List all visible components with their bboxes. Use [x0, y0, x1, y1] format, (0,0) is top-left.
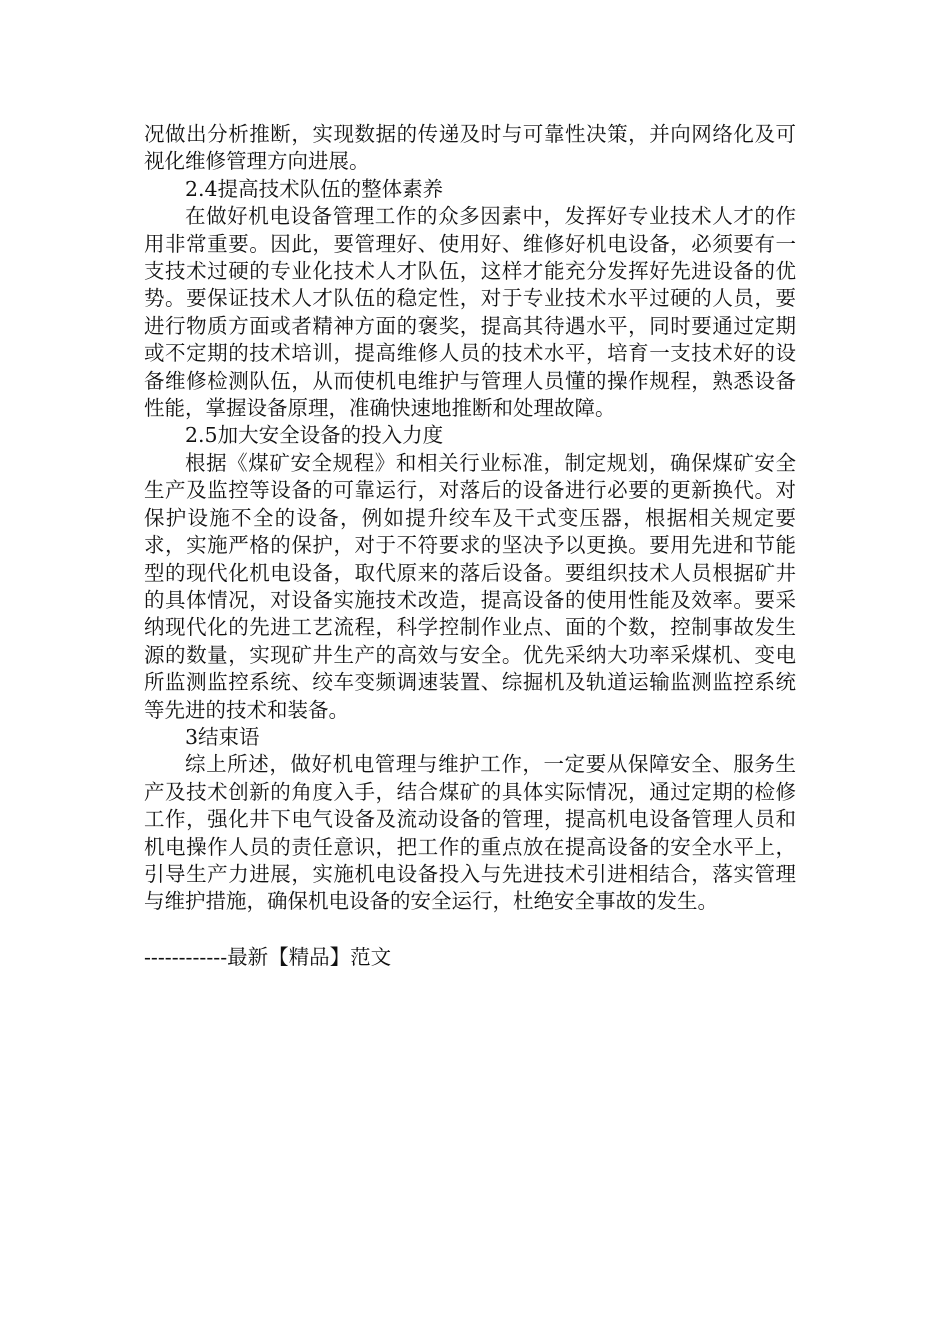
- body-paragraph-3: 综上所述，做好机电管理与维护工作，一定要从保障安全、服务生产及技术创新的角度入手，结合煤矿的具体实际情况，通过定期的检修工作，强化井下电气设备及流动设备的管理，提高机电设备管理人员和机电操作人员的责任意识，把工作的重点放在提高设备的安全水平上，引导生产力进展，实施机电设备投入与先进技术引进相结合，落实管理与维护措施，确保机电设备的安全运行，杜绝安全事故的发生。: [144, 752, 796, 914]
- section-heading-3: 3结束语: [185, 724, 260, 749]
- document-body: [144, 121, 796, 916]
- body-paragraph-2-5: 根据《煤矿安全规程》和相关行业标准，制定规划，确保煤矿安全生产及监控等设备的可靠运行，对落后的设备进行必要的更新换代。对保护设施不全的设备，例如提升绞车及干式变压器，根据相关规定要求，实施严格的保护，对于不符要求的坚决予以更换。要用先进和节能型的现代化机电设备，取代原来的落后设备。要组织技术人员根据矿井的具体情况，对设备实施技术改造，提高设备的使用性能及效率。要采纳现代化的先进工艺流程，科学控制作业点、面的个数，控制事故发生源的数量，实现矿井生产的高效与安全。优先采纳大功率采煤机、变电所监测监控系统、绞车变频调速装置、综掘机及轨道运输监测监控系统等先进的技术和装备。: [144, 450, 796, 722]
- continuation-paragraph: 况做出分析推断，实现数据的传递及时与可靠性决策，并向网络化及可视化维修管理方向进展。: [144, 122, 796, 174]
- section-heading-2-5: 2.5加大安全设备的投入力度: [185, 423, 444, 448]
- body-paragraph-2-4: 在做好机电设备管理工作的众多因素中，发挥好专业技术人才的作用非常重要。因此，要管理好、使用好、维修好机电设备，必须要有一支技术过硬的专业化技术人才队伍，这样才能充分发挥好先进设备的优势。要保证技术人才队伍的稳定性，对于专业技术水平过硬的人员，要进行物质方面或者精神方面的褒奖，提高其待遇水平，同时要通过定期或不定期的技术培训，提高维修人员的技术水平，培育一支技术好的设备维修检测队伍，从而使机电维护与管理人员懂的操作规程，熟悉设备性能，掌握设备原理，准确快速地推断和处理故障。: [144, 204, 796, 421]
- footer-text: ------------最新【精品】范文: [144, 945, 392, 969]
- section-heading-2-4: 2.4提高技术队伍的整体素养: [185, 176, 444, 201]
